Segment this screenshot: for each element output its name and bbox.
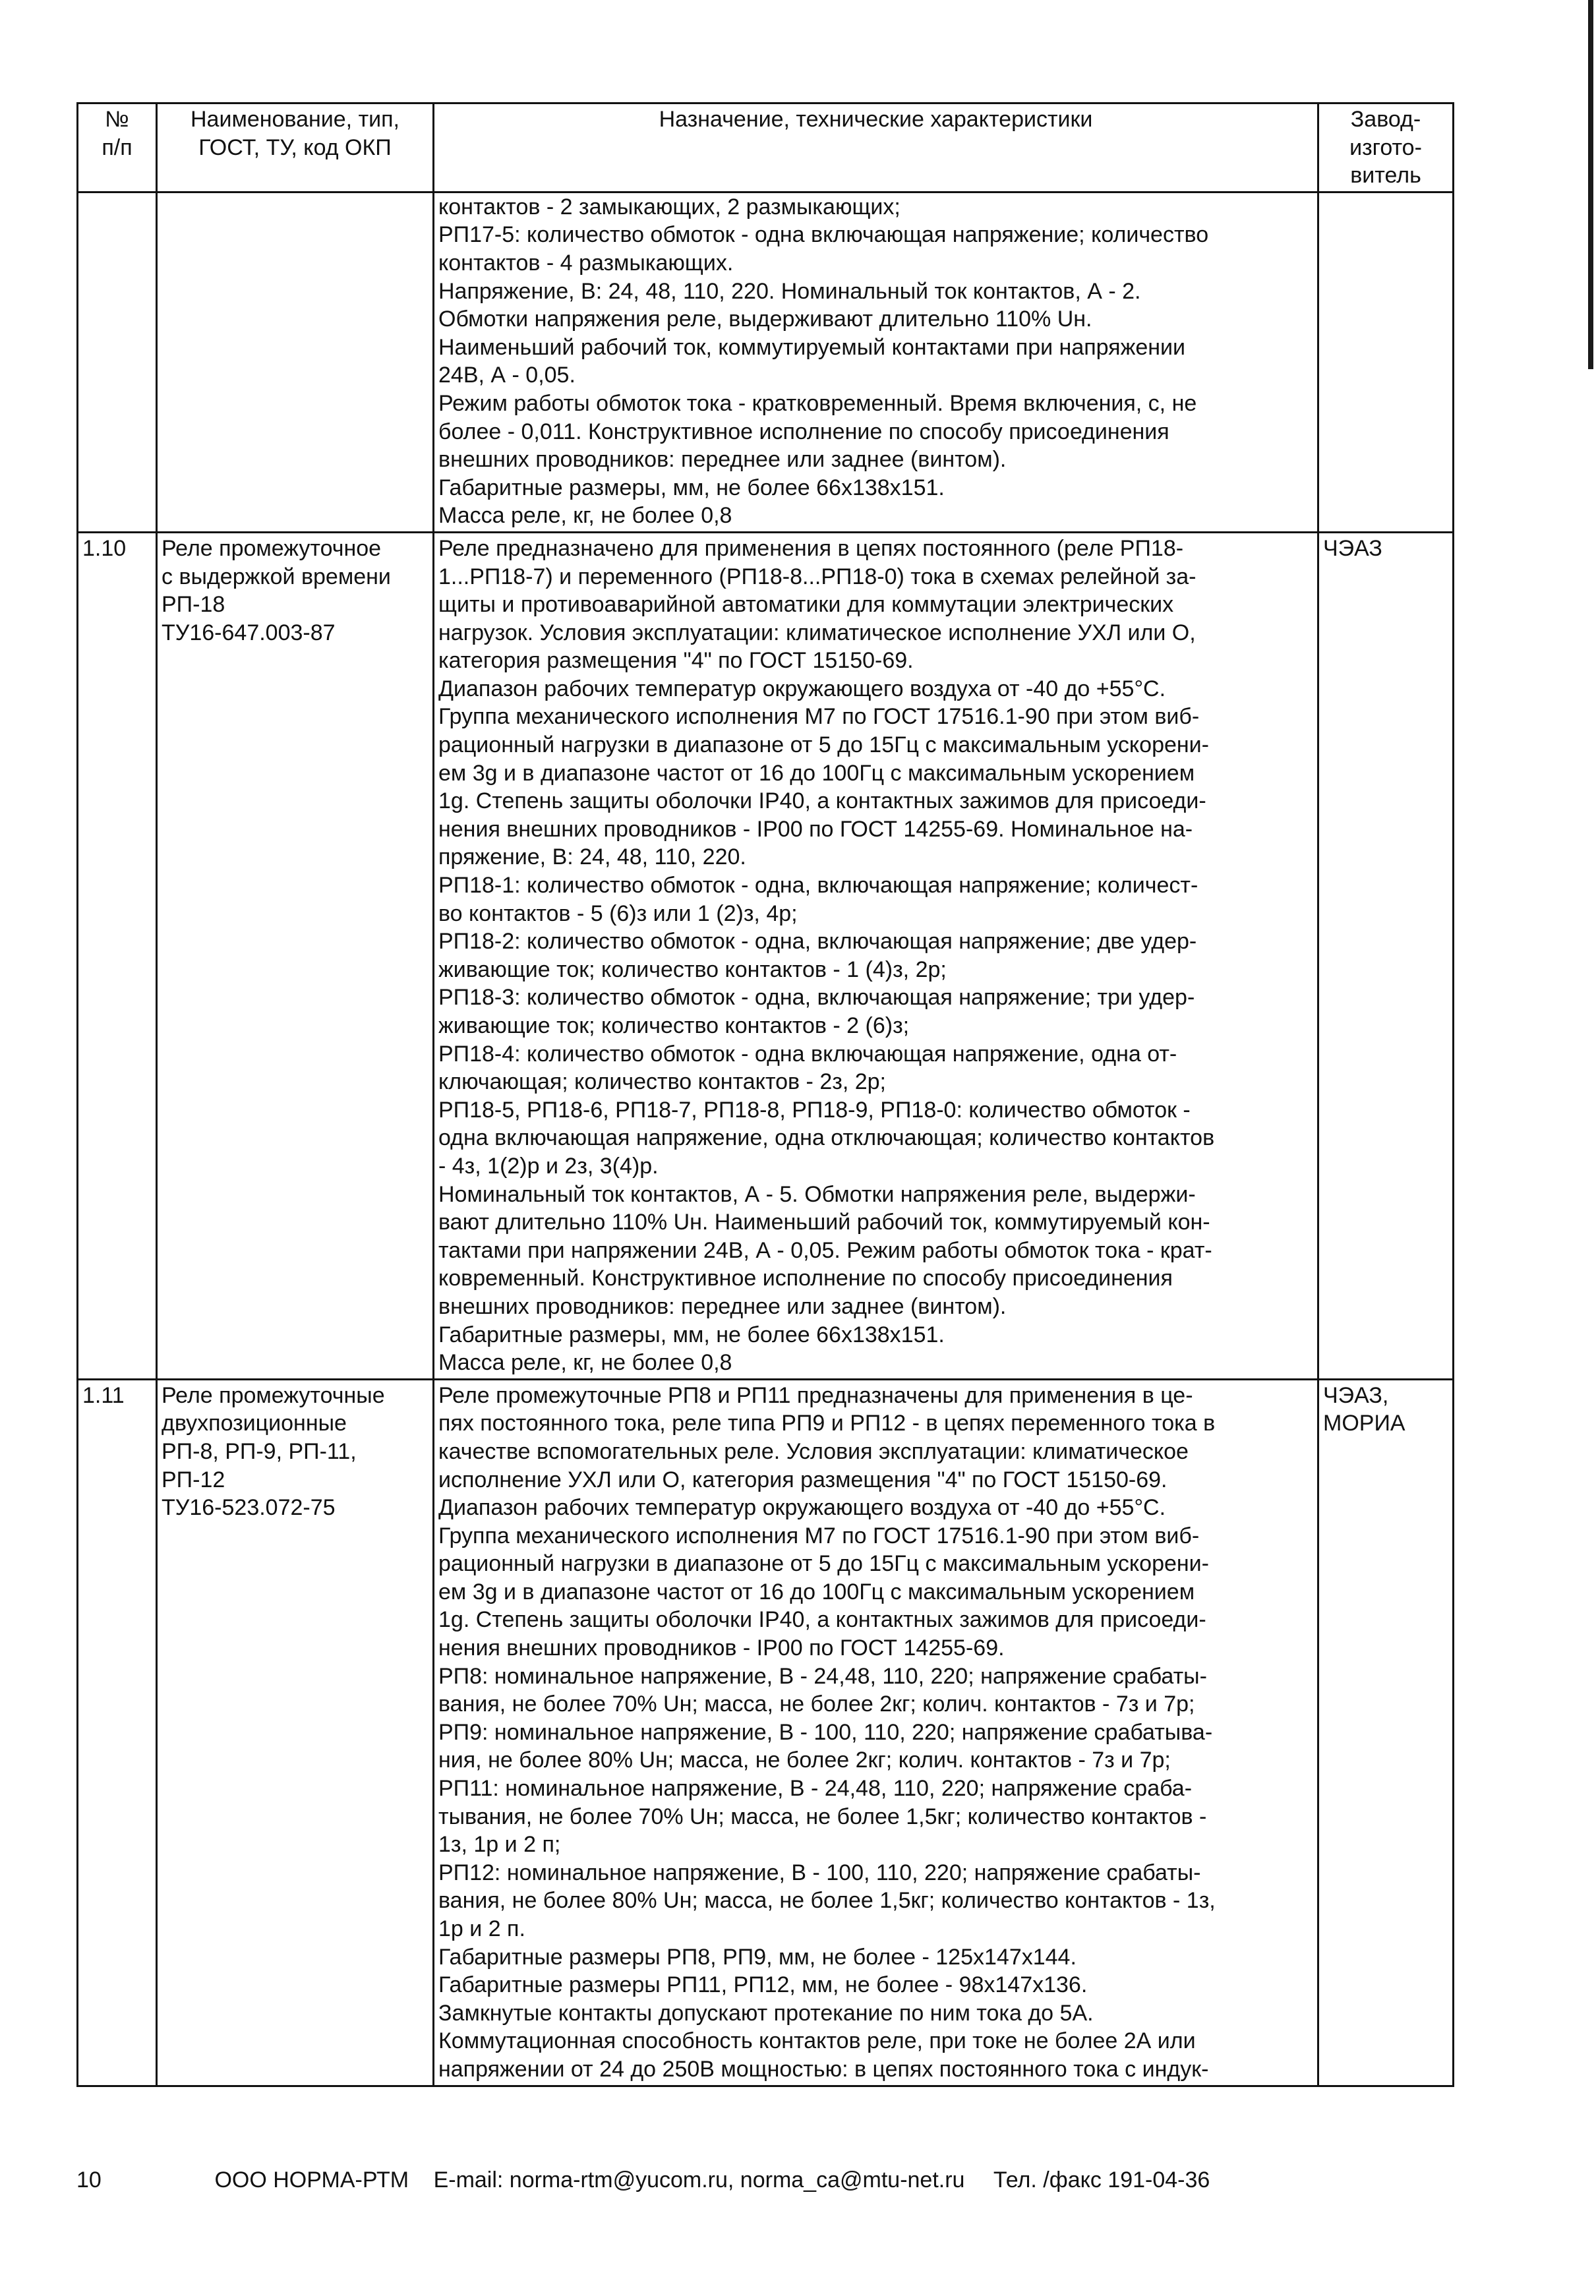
- header-description: Назначение, технические характеристики: [434, 103, 1318, 192]
- description-line: живающие ток; количество контактов - 1 (4)з, 2р;: [438, 957, 947, 982]
- continuation-description-cell: [434, 192, 1318, 532]
- continuation-manufacturer-cell: [1318, 192, 1454, 532]
- description-line: РП9: номинальное напряжение, В - 100, 110, 220; напряжение срабатыва-: [438, 1719, 1213, 1745]
- description-line: Режим работы обмоток тока - кратковременный. Время включения, с, не: [438, 390, 1197, 416]
- description-line: пряжение, В: 24, 48, 110, 220.: [438, 844, 746, 870]
- item-description-cell: [434, 1379, 1318, 2086]
- description-line: качестве вспомогательных реле. Условия эксплуатации: климатическое: [438, 1438, 1189, 1464]
- description-line: внешних проводников: переднее или заднее (винтом).: [438, 447, 1007, 473]
- description-line: ем 3g и в диапазоне частот от 16 до 100Гц с максимальным ускорением: [438, 760, 1195, 786]
- item-name-cell: [157, 1379, 434, 2086]
- description-line: вания, не более 70% Uн; масса, не более 2кг; колич. контактов - 7з и 7р;: [438, 1692, 1195, 1717]
- item-name-cell: [157, 532, 434, 1379]
- description-line: контактов - 2 замыкающих, 2 размыкающих;: [438, 194, 901, 220]
- description-line: - 4з, 1(2)р и 2з, 3(4)р.: [438, 1153, 659, 1179]
- description-line: Габаритные размеры, мм, не более 66х138х151.: [438, 1322, 945, 1347]
- description-line: 1з, 1р и 2 п;: [438, 1832, 561, 1858]
- header-name-line: ГОСТ, ТУ, код ОКП: [198, 134, 392, 160]
- description-line: РП17-5: количество обмоток - одна включающая напряжение; количество: [438, 222, 1209, 248]
- description-line: РП18-4: количество обмоток - одна включающая напряжение, одна от-: [438, 1041, 1177, 1067]
- spec-table: [76, 102, 1454, 2087]
- description-line: РП18-3: количество обмоток - одна, включающая напряжение; три удер-: [438, 985, 1195, 1011]
- page-number: 10: [76, 2167, 102, 2193]
- description-line: щиты и противоаварийной автоматики для коммутации электрических: [438, 592, 1174, 618]
- description-line: РП8: номинальное напряжение, В - 24,48, 110, 220; напряжение срабаты-: [438, 1663, 1207, 1689]
- description-line: 1р и 2 п.: [438, 1916, 525, 1941]
- description-line: вания, не более 80% Uн; масса, не более 1,5кг; количество контактов - 1з,: [438, 1888, 1216, 1914]
- description-line: 1g. Степень защиты оболочки IP40, а контактных зажимов для присоеди-: [438, 1607, 1206, 1633]
- description-line: напряжении от 24 до 250В мощностью: в цепях постоянного тока с индук-: [438, 2056, 1209, 2082]
- header-manufacturer-line: витель: [1350, 163, 1421, 189]
- header-number-line: №: [105, 107, 129, 132]
- description-line: тактами при напряжении 24В, А - 0,05. Режим работы обмоток тока - крат-: [438, 1237, 1212, 1263]
- description-line: Реле промежуточные РП8 и РП11 предназначены для применения в це-: [438, 1382, 1193, 1408]
- description-line: живающие ток; количество контактов - 2 (6)з;: [438, 1013, 910, 1038]
- description-line: 24В, А - 0,05.: [438, 363, 576, 388]
- description-line: ем 3g и в диапазоне частот от 16 до 100Гц с максимальным ускорением: [438, 1579, 1195, 1604]
- description-line: Габаритные размеры РП8, РП9, мм, не более - 125х147х144.: [438, 1944, 1077, 1970]
- description-line: РП12: номинальное напряжение, В - 100, 110, 220; напряжение срабаты-: [438, 1860, 1201, 1885]
- description-line: категория размещения "4" по ГОСТ 15150-69.: [438, 648, 914, 674]
- description-line: Диапазон рабочих температур окружающего воздуха от -40 до +55°С.: [438, 676, 1166, 701]
- header-manufacturer: [1318, 103, 1454, 192]
- description-line: рационный нагрузки в диапазоне от 5 до 15Гц с максимальным ускорени-: [438, 732, 1209, 758]
- header-name-line: Наименование, тип,: [190, 107, 399, 132]
- description-line: одна включающая напряжение, одна отключающая; количество контактов: [438, 1125, 1215, 1151]
- header-number-line: п/п: [102, 134, 133, 160]
- item-name-line: ТУ16-647.003-87: [162, 620, 336, 645]
- item-manufacturer-cell: [1318, 532, 1454, 1379]
- description-line: Масса реле, кг, не более 0,8: [438, 503, 732, 529]
- item-name-line: ТУ16-523.072-75: [162, 1495, 336, 1521]
- description-line: внешних проводников: переднее или заднее (винтом).: [438, 1293, 1007, 1319]
- item-name-line: двухпозиционные: [162, 1411, 347, 1436]
- description-line: пях постоянного тока, реле типа РП9 и РП12 - в цепях переменного тока в: [438, 1411, 1216, 1436]
- description-line: Коммутационная способность контактов реле, при токе не более 2А или: [438, 2028, 1196, 2054]
- item-name-line: Реле промежуточное: [162, 535, 382, 561]
- description-line: РП18-2: количество обмоток - одна, включающая напряжение; две удер-: [438, 929, 1197, 955]
- table-row: [78, 1379, 1454, 2086]
- description-line: Группа механического исполнения М7 по ГОСТ 17516.1-90 при этом виб-: [438, 704, 1200, 730]
- description-line: тывания, не более 70% Uн; масса, не более 1,5кг; количество контактов -: [438, 1804, 1207, 1829]
- manufacturer-line: МОРИА: [1323, 1411, 1405, 1436]
- description-line: 1...РП18-7) и переменного (РП18-8...РП18-0) тока в схемах релейной за-: [438, 564, 1197, 589]
- continuation-name-cell: [157, 192, 434, 532]
- item-name-line: РП-12: [162, 1467, 225, 1492]
- description-line: Масса реле, кг, не более 0,8: [438, 1350, 732, 1376]
- description-line: вают длительно 110% Uн. Наименьший рабочий ток, коммутируемый кон-: [438, 1210, 1210, 1235]
- description-line: нения внешних проводников - IP00 по ГОСТ 14255-69.: [438, 1635, 1005, 1661]
- manufacturer-line: ЧЭАЗ: [1323, 535, 1382, 561]
- header-manufacturer-line: Завод-: [1350, 107, 1421, 132]
- continuation-number-cell: [78, 192, 157, 532]
- description-line: более - 0,011. Конструктивное исполнение по способу присоединения: [438, 419, 1169, 444]
- item-number-cell: 1.11: [78, 1379, 157, 2086]
- description-line: нагрузок. Условия эксплуатации: климатическое исполнение УХЛ или О,: [438, 620, 1196, 645]
- item-number-cell: 1.10: [78, 532, 157, 1379]
- description-line: РП18-1: количество обмоток - одна, включающая напряжение; количест-: [438, 873, 1198, 898]
- description-line: исполнение УХЛ или О, категория размещения "4" по ГОСТ 15150-69.: [438, 1467, 1167, 1492]
- description-line: контактов - 4 размыкающих.: [438, 250, 734, 276]
- page-footer: [76, 2167, 1210, 2193]
- scan-edge-line: [1588, 0, 1593, 369]
- header-name: [157, 103, 434, 192]
- description-line: Габаритные размеры, мм, не более 66х138х151.: [438, 475, 945, 500]
- item-name-line: РП-18: [162, 592, 225, 618]
- header-number: [78, 103, 157, 192]
- description-line: РП18-5, РП18-6, РП18-7, РП18-8, РП18-9, РП18-0: количество обмоток -: [438, 1097, 1191, 1123]
- description-line: рационный нагрузки в диапазоне от 5 до 15Гц с максимальным ускорени-: [438, 1551, 1209, 1577]
- table-header-row: [78, 103, 1454, 192]
- footer-phone: Тел. /факс 191-04-36: [993, 2167, 1210, 2193]
- description-line: Замкнутые контакты допускают протекание по ним тока до 5А.: [438, 2000, 1094, 2026]
- manufacturer-line: ЧЭАЗ,: [1323, 1382, 1389, 1408]
- item-name-line: РП-8, РП-9, РП-11,: [162, 1438, 357, 1464]
- description-line: Диапазон рабочих температур окружающего воздуха от -40 до +55°С.: [438, 1495, 1166, 1521]
- description-line: ния, не более 80% Uн; масса, не более 2кг; колич. контактов - 7з и 7р;: [438, 1748, 1171, 1773]
- item-name-line: с выдержкой времени: [162, 564, 391, 589]
- description-line: ковременный. Конструктивное исполнение по способу присоединения: [438, 1266, 1173, 1291]
- description-line: Габаритные размеры РП11, РП12, мм, не более - 98х147х136.: [438, 1972, 1088, 1998]
- description-line: ключающая; количество контактов - 2з, 2р;: [438, 1069, 886, 1095]
- description-line: Номинальный ток контактов, А - 5. Обмотки напряжения реле, выдержи-: [438, 1181, 1196, 1207]
- footer-email: E-mail: norma-rtm@yucom.ru, norma_ca@mtu-net.ru: [433, 2167, 965, 2193]
- description-line: Обмотки напряжения реле, выдерживают длительно 110% Uн.: [438, 307, 1092, 332]
- description-line: 1g. Степень защиты оболочки IP40, а контактных зажимов для присоеди-: [438, 788, 1206, 814]
- item-description-cell: [434, 532, 1318, 1379]
- footer-organization: ООО НОРМА-РТМ: [214, 2167, 409, 2193]
- description-line: нения внешних проводников - IP00 по ГОСТ 14255-69. Номинальное на-: [438, 816, 1193, 842]
- item-manufacturer-cell: [1318, 1379, 1454, 2086]
- continuation-row: [78, 192, 1454, 532]
- description-line: Реле предназначено для применения в цепях постоянного (реле РП18-: [438, 535, 1184, 561]
- item-name-line: Реле промежуточные: [162, 1382, 385, 1408]
- description-line: Группа механического исполнения М7 по ГОСТ 17516.1-90 при этом виб-: [438, 1523, 1200, 1548]
- description-line: Напряжение, В: 24, 48, 110, 220. Номинальный ток контактов, А - 2.: [438, 278, 1141, 304]
- table-row: [78, 532, 1454, 1379]
- description-line: во контактов - 5 (6)з или 1 (2)з, 4р;: [438, 900, 798, 926]
- description-line: Наименьший рабочий ток, коммутируемый контактами при напряжении: [438, 334, 1185, 360]
- header-manufacturer-line: изгото-: [1349, 134, 1422, 160]
- description-line: РП11: номинальное напряжение, В - 24,48, 110, 220; напряжение сраба-: [438, 1776, 1193, 1802]
